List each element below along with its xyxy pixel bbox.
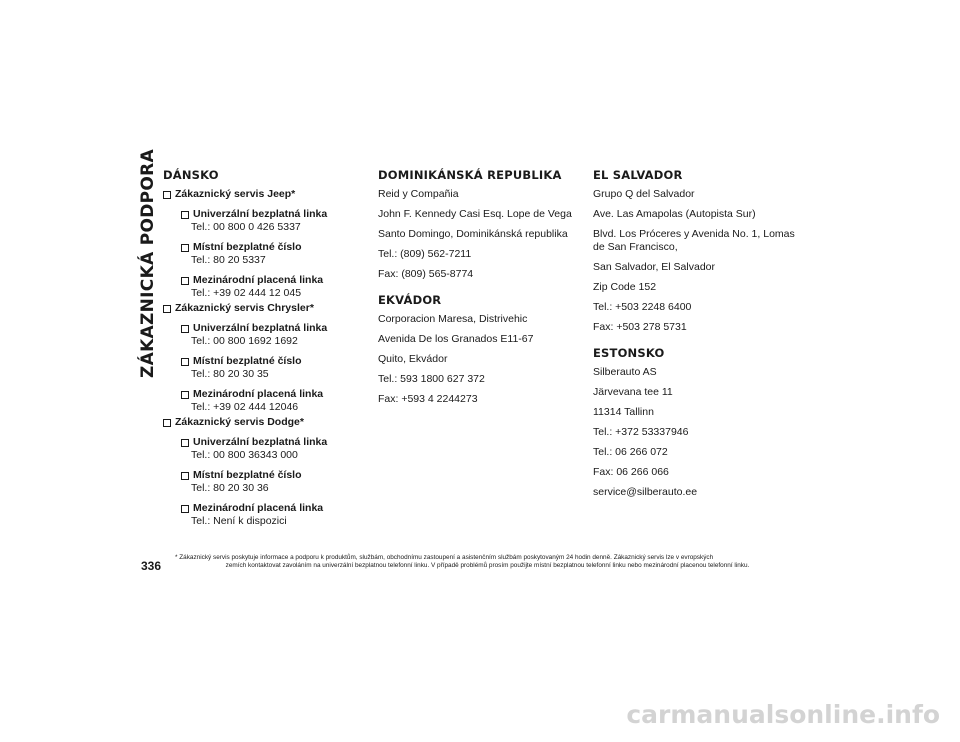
contact-item — [181, 322, 363, 348]
contact-item — [181, 274, 363, 300]
heading-denmark: DÁNSKO — [163, 168, 219, 182]
address-line: Grupo Q del Salvador — [593, 188, 695, 200]
column-denmark — [163, 168, 363, 535]
address-line: Järvevana tee 11 — [593, 386, 673, 398]
email-line: service@silberauto.ee — [593, 486, 698, 498]
contact-value: Tel.: +39 02 444 12046 — [191, 401, 299, 413]
column-dominican-ecuador — [378, 168, 578, 413]
section-title: Zákaznický servis Dodge* — [175, 416, 304, 428]
section-title: Zákaznický servis Jeep* — [175, 188, 296, 200]
checkbox-bullet-icon — [181, 439, 189, 447]
contact-item — [181, 502, 363, 528]
contact-label: Místní bezplatné číslo — [193, 469, 302, 481]
contact-value: Tel.: 00 800 1692 1692 — [191, 335, 298, 347]
checkbox-bullet-icon — [181, 244, 189, 252]
checkbox-bullet-icon — [181, 325, 189, 333]
address-line: Avenida De los Granados E11-67 — [378, 333, 534, 345]
contact-label: Mezinárodní placená linka — [193, 502, 324, 514]
contact-label: Místní bezplatné číslo — [193, 241, 302, 253]
heading-estonia: ESTONSKO — [593, 346, 665, 360]
address-line: Zip Code 152 — [593, 281, 657, 293]
checkbox-bullet-icon — [181, 391, 189, 399]
section-dodge — [163, 416, 363, 429]
contact-label: Místní bezplatné číslo — [193, 355, 302, 367]
contact-item — [181, 436, 363, 462]
heading-ecuador: EKVÁDOR — [378, 293, 442, 307]
contact-item — [181, 208, 363, 234]
contact-label: Mezinárodní placená linka — [193, 274, 324, 286]
contact-item — [181, 469, 363, 495]
checkbox-bullet-icon — [181, 358, 189, 366]
watermark: carmanualsonline.info — [626, 700, 940, 729]
contact-item — [181, 355, 363, 381]
contact-label: Univerzální bezplatná linka — [193, 208, 328, 220]
address-line: Santo Domingo, Dominikánská republika — [378, 228, 568, 240]
footnote — [175, 554, 800, 569]
footnote-line-1: * Zákaznický servis poskytuje informace a podporu k produktům, službám, obchodnímu zastoupení a asistenčním službám poskytovaným 24 hodin denně. Zákaznický servis lze v evropských — [175, 554, 714, 561]
checkbox-bullet-icon — [181, 505, 189, 513]
contact-value: Tel.: Není k dispozici — [191, 515, 287, 527]
fax-line: Fax: +593 4 2244273 — [378, 393, 478, 405]
page-number: 336 — [141, 559, 162, 573]
contact-value: Tel.: +39 02 444 12 045 — [191, 287, 302, 299]
heading-dominican-republic: DOMINIKÁNSKÁ REPUBLIKA — [378, 168, 562, 182]
address-line: Corporacion Maresa, Distrivehic — [378, 313, 528, 325]
contact-value: Tel.: 00 800 0 426 5337 — [191, 221, 301, 233]
section-jeep — [163, 188, 363, 201]
address-line: Reid y Compañia — [378, 188, 459, 200]
phone-line: Tel.: 593 1800 627 372 — [378, 373, 485, 385]
checkbox-bullet-icon — [163, 419, 171, 427]
contact-label: Mezinárodní placená linka — [193, 388, 324, 400]
contact-label: Univerzální bezplatná linka — [193, 322, 328, 334]
checkbox-bullet-icon — [181, 472, 189, 480]
contact-value: Tel.: 80 20 5337 — [191, 254, 266, 266]
contact-label: Univerzální bezplatná linka — [193, 436, 328, 448]
address-line: Ave. Las Amapolas (Autopista Sur) — [593, 208, 756, 220]
phone-line: Tel.: (809) 562-7211 — [378, 248, 472, 260]
section-chrysler — [163, 302, 363, 315]
address-line: Silberauto AS — [593, 366, 657, 378]
checkbox-bullet-icon — [181, 277, 189, 285]
phone-line: Tel.: 06 266 072 — [593, 446, 668, 458]
heading-el-salvador: EL SALVADOR — [593, 168, 683, 182]
column-salvador-estonia — [593, 168, 808, 506]
phone-line: Tel.: +503 2248 6400 — [593, 301, 692, 313]
address-line: Quito, Ekvádor — [378, 353, 448, 365]
address-line: Blvd. Los Próceres y Avenida No. 1, Lomas de San Francisco, — [593, 228, 795, 253]
checkbox-bullet-icon — [163, 305, 171, 313]
section-title: Zákaznický servis Chrysler* — [175, 302, 314, 314]
address-line: 11314 Tallinn — [593, 406, 654, 418]
side-section-title: ZÁKAZNICKÁ PODPORA — [138, 149, 158, 378]
address-line: San Salvador, El Salvador — [593, 261, 715, 273]
checkbox-bullet-icon — [163, 191, 171, 199]
fax-line: Fax: 06 266 066 — [593, 466, 669, 478]
fax-line: Fax: +503 278 5731 — [593, 321, 687, 333]
address-line: John F. Kennedy Casi Esq. Lope de Vega — [378, 208, 572, 220]
contact-item — [181, 388, 363, 414]
footnote-line-2: zemích kontaktovat zavoláním na univerzální bezplatnou telefonní linku. V případě problémů prosím použijte místní bezplatnou telefonní linku nebo mezinárodní placenou telefonní linku. — [225, 561, 750, 569]
contact-value: Tel.: 00 800 36343 000 — [191, 449, 298, 461]
checkbox-bullet-icon — [181, 211, 189, 219]
fax-line: Fax: (809) 565-8774 — [378, 268, 474, 280]
contact-item — [181, 241, 363, 267]
phone-line: Tel.: +372 53337946 — [593, 426, 689, 438]
contact-value: Tel.: 80 20 30 35 — [191, 368, 269, 380]
contact-value: Tel.: 80 20 30 36 — [191, 482, 269, 494]
